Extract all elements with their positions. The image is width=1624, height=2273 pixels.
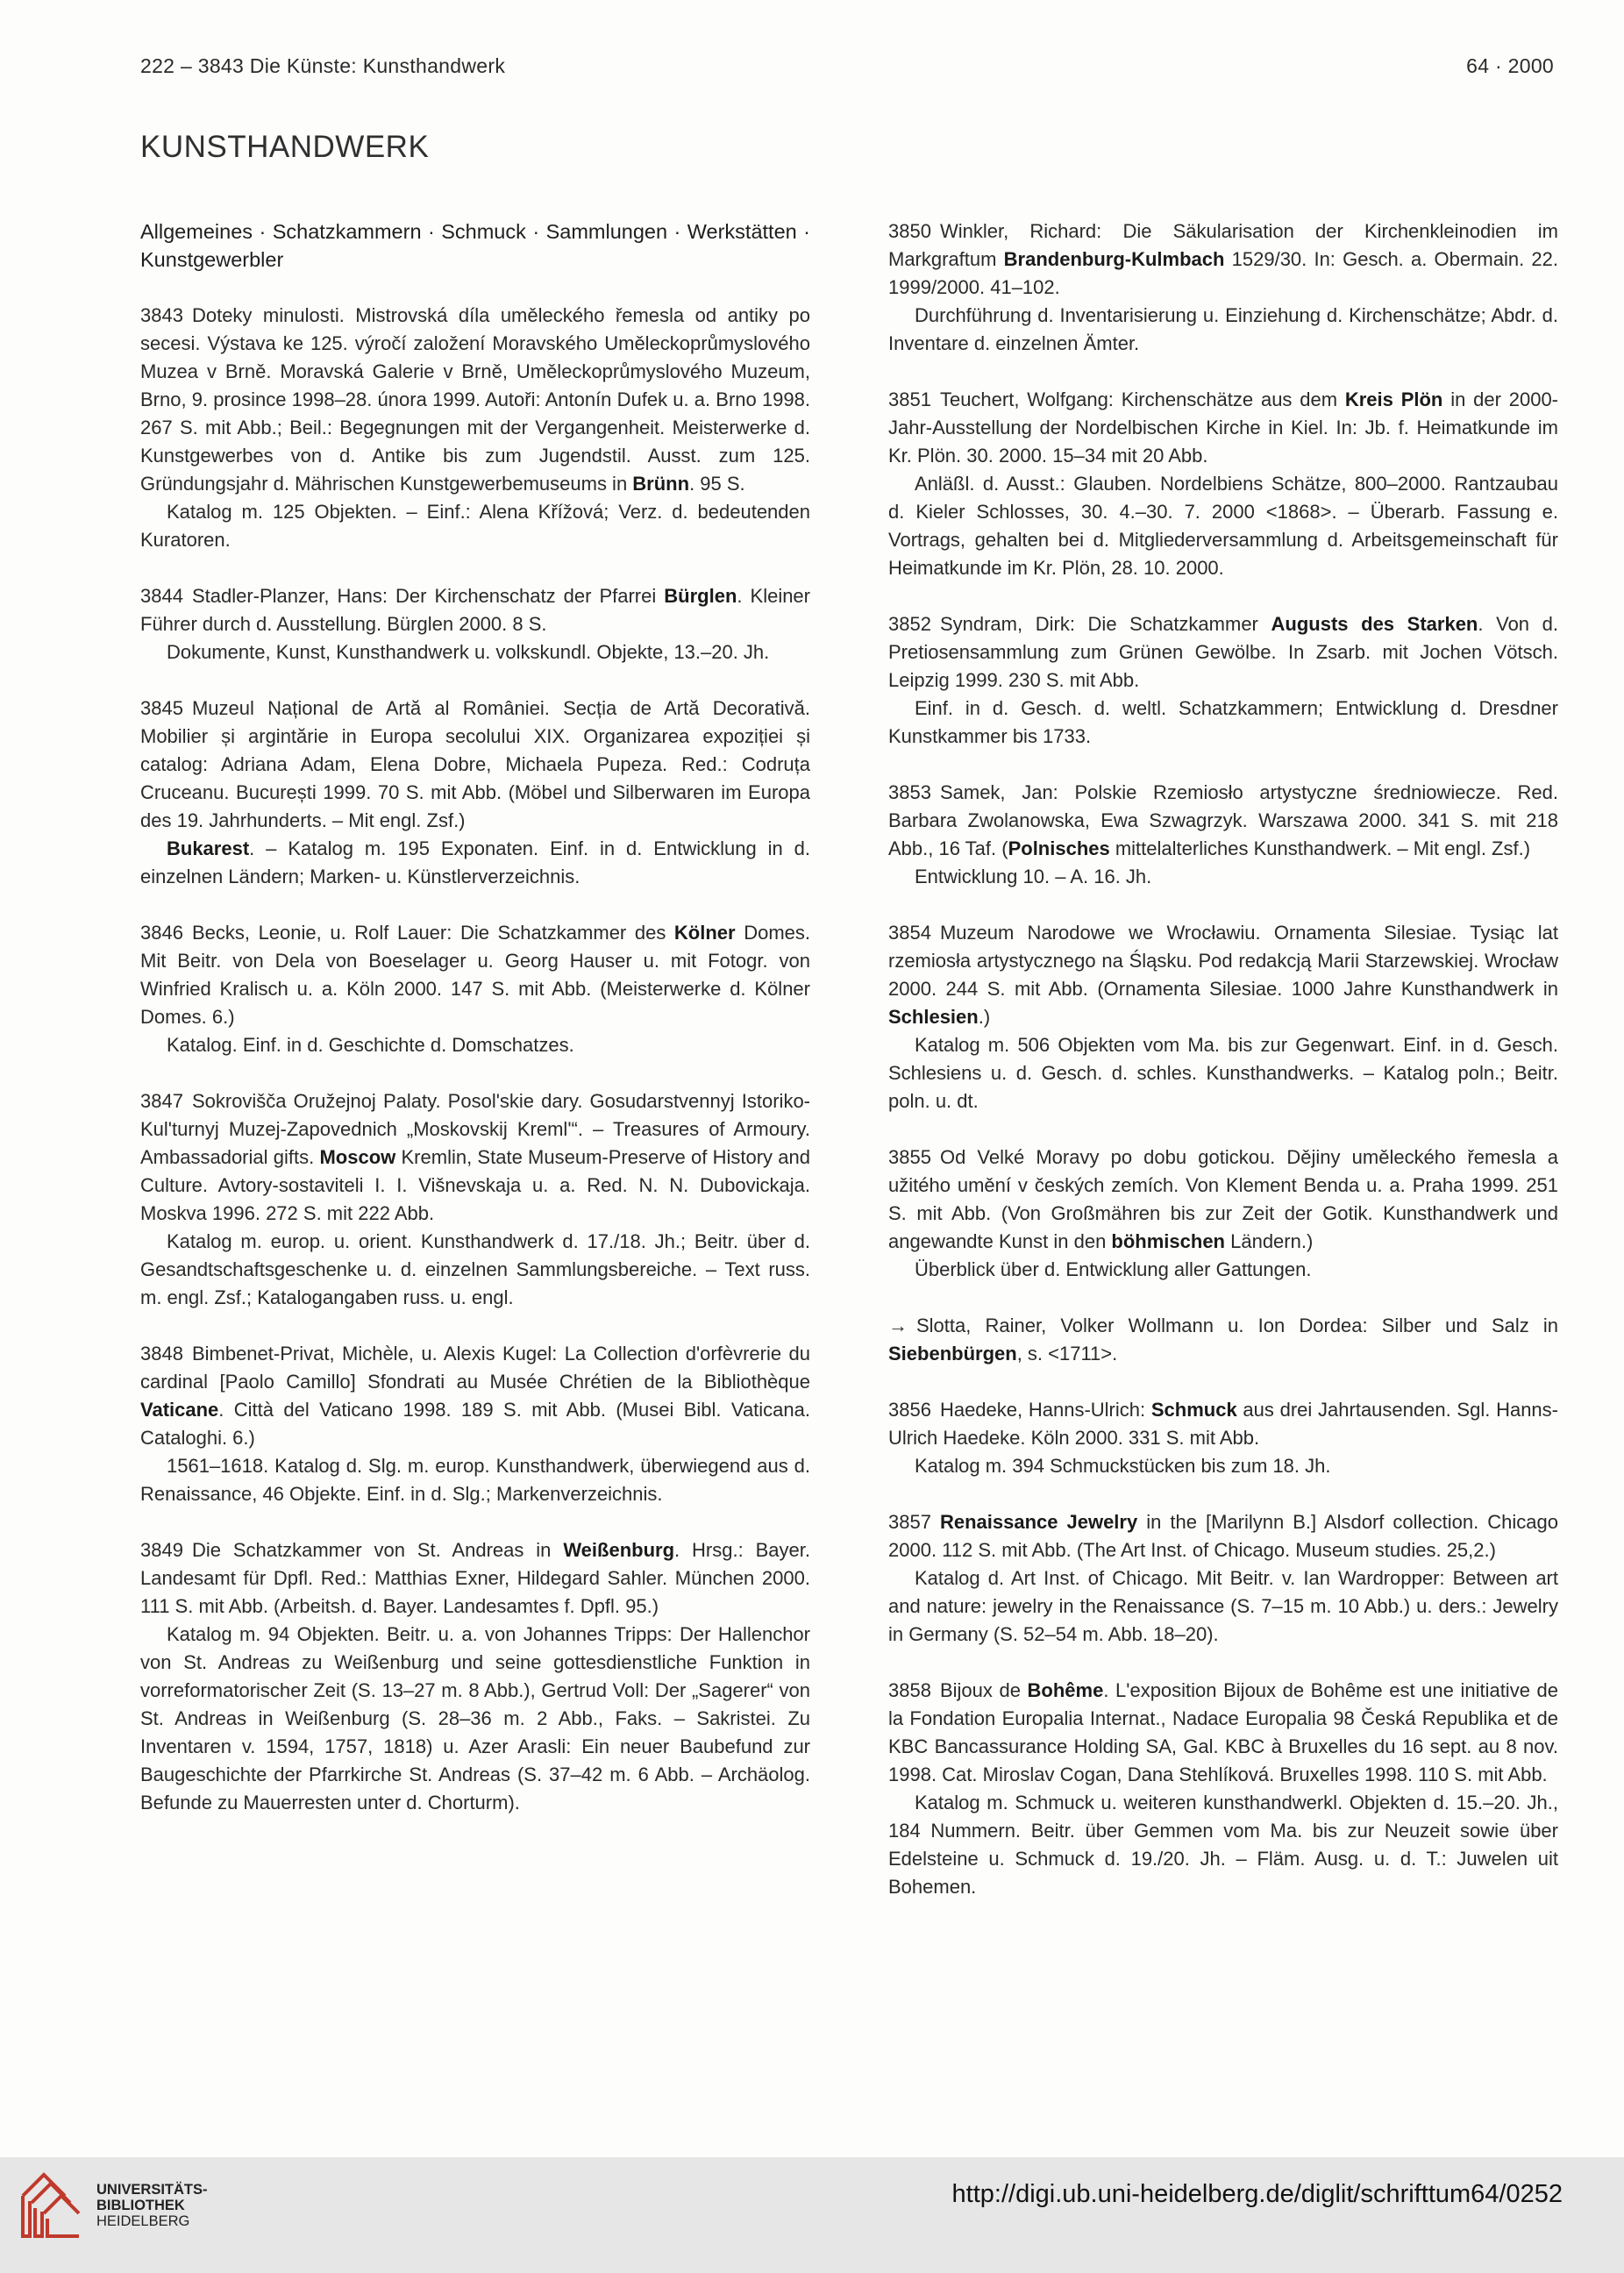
entry-number: 3853	[888, 781, 931, 803]
entry-keyword: Schlesien	[888, 1006, 979, 1028]
entry-list-left	[140, 302, 810, 1817]
footer-bar	[0, 2157, 1624, 2273]
entry-keyword: Renaissance Jewelry	[939, 1511, 1138, 1533]
entry-text-cont: . L'exposition Bijoux de Bohême est une initiative de la Fondation Europalia Internat., Nadace Europalia 98 Česká Republika et de KBC Bancassurance Holding SA, Gal. KBC à Bruxelles du 16 sept. au 8 nov. 1998. Cat. Miroslav Cogan, Dana Stehlíková. Bruxelles 1998. 110 S. mit Abb.	[888, 1679, 1558, 1785]
entry-text-cont: . Von d. Pretiosensammlung zum Grünen Gewölbe. In Zsarb. mit Jochen Vötsch. Leipzig 1999. 230 S. mit Abb.	[888, 613, 1559, 691]
entry-annotation-text: Einf. in d. Gesch. d. weltl. Schatzkammern; Entwicklung d. Dresdner Kunstkammer bis 1733.	[888, 697, 1558, 747]
library-logo-text	[96, 2182, 208, 2229]
logo-line-3: HEIDELBERG	[96, 2213, 190, 2229]
entry-annotation-text: 1561–1618. Katalog d. Slg. m. europ. Kunsthandwerk, überwiegend aus d. Renaissance, 46 Objekte. Einf. in d. Slg.; Markenverzeichnis.	[140, 1455, 810, 1505]
entry-annotation-text: Überblick über d. Entwicklung aller Gattungen.	[915, 1258, 1312, 1280]
entry-text-cont: Ländern.)	[1225, 1230, 1314, 1252]
bibliography-entry	[140, 582, 810, 666]
entry-text-cont: in der 2000-Jahr-Ausstellung der Nordelbischen Kirche in Kiel. In: Jb. f. Heimatkunde im Kr. Plön. 30. 2000. 15–34 mit 20 Abb.	[888, 388, 1559, 467]
entry-annotation	[888, 302, 1558, 358]
entry-citation	[140, 919, 810, 1031]
bibliography-entry	[888, 1312, 1558, 1368]
bibliography-entry	[140, 919, 810, 1059]
running-head-left: 222 – 3843 Die Künste: Kunsthandwerk	[140, 54, 506, 77]
entry-text-cont: Domes. Mit Beitr. von Dela von Boeselager u. Georg Hauser u. mit Fotogr. von Winfried Kralisch u. a. Köln 2000. 147 S. mit Abb. (Meisterwerke d. Kölner Domes. 6.)	[140, 922, 810, 1028]
entry-citation	[888, 610, 1558, 695]
bibliography-entry	[888, 217, 1558, 358]
entry-number: 3848	[140, 1343, 183, 1365]
entry-number: 3858	[888, 1679, 931, 1701]
entry-number: 3849	[140, 1539, 183, 1561]
entry-keyword: Schmuck	[1150, 1399, 1237, 1421]
section-title: KUNSTHANDWERK	[140, 130, 430, 164]
entry-text-cont: aus drei Jahrtausenden. Sgl. Hanns-Ulrich Haedeke. Köln 2000. 331 S. mit Abb.	[888, 1399, 1558, 1449]
bibliography-entry	[140, 1536, 810, 1817]
running-head	[140, 54, 1554, 78]
bibliography-entry	[140, 695, 810, 891]
entry-annotation-text: Katalog m. europ. u. orient. Kunsthandwerk d. 17./18. Jh.; Beitr. über d. Gesandtschaftsgeschenke u. d. einzelnen Sammlungsbereiche. – Text russ. m. engl. Zsf.; Katalogangaben russ. u. engl.	[140, 1230, 810, 1308]
entry-annotation-text: Katalog m. 394 Schmuckstücken bis zum 18. Jh.	[915, 1455, 1331, 1477]
entry-annotation	[888, 695, 1558, 751]
entry-citation	[888, 1396, 1558, 1452]
bibliography-entry	[140, 1087, 810, 1312]
logo-line-1: UNIVERSITÄTS-	[96, 2182, 208, 2198]
entry-text: Samek, Jan: Polskie Rzemiosło artystyczne średniowiecze. Red. Barbara Zwolanowska, Ewa Szwagrzyk. Warszawa 2000. 341 S. mit 218 Abb., 16 Taf. (	[888, 781, 1558, 859]
entry-annotation-text: Katalog d. Art Inst. of Chicago. Mit Beitr. v. Ian Wardropper: Between art and nature: jewelry in the Renaissance (S. 7–15 m. 10 Abb.) u. ders.: Jewelry in Germany (S. 52–54 m. Abb. 18–20).	[888, 1567, 1558, 1645]
entry-annotation	[888, 863, 1558, 891]
entry-keyword: Vaticane	[140, 1399, 219, 1421]
entry-citation	[888, 386, 1558, 470]
entry-text-cont: . Città del Vaticano 1998. 189 S. mit Abb. (Musei Bibl. Vaticana. Cataloghi. 6.)	[140, 1399, 810, 1449]
bibliography-entry	[888, 610, 1558, 751]
library-logo-icon	[18, 2170, 86, 2241]
column-left	[140, 217, 810, 1845]
entry-text: Syndram, Dirk: Die Schatzkammer	[939, 613, 1271, 635]
entry-text-cont: Kremlin, State Museum-Preserve of History and Culture. Avtory-sostaviteli I. I. Višnevskaja u. a. Red. N. N. Dubovickaja. Moskva 1996. 272 S. mit 222 Abb.	[140, 1146, 810, 1224]
entry-text: Doteky minulosti. Mistrovská díla uměleckého řemesla od antiky po secesi. Výstava ke 125. výročí založení Moravského Uměleckoprůmyslového Muzea v Brně. Moravská Galerie v Brně, Uměleckoprůmyslového Muzeum, Brno, 9. prosince 1998–28. února 1999. Autoři: Antonín Dufek u. a. Brno 1998. 267 S. mit Abb.; Beil.: Begegnungen mit der Vergangenheit. Meisterwerke d. Kunstgewerbes von d. Antike bis zum Jugendstil. Ausst. zum 125. Gründungsjahr d. Mährischen Kunstgewerbemuseums in	[140, 304, 810, 495]
bibliography-entry	[140, 302, 810, 554]
entry-citation	[888, 217, 1558, 302]
entry-number: 3844	[140, 585, 183, 607]
entry-text-cont: 1529/30. In: Gesch. a. Obermain. 22. 1999/2000. 41–102.	[888, 248, 1558, 298]
entry-text: Die Schatzkammer von St. Andreas in	[191, 1539, 564, 1561]
entry-text-cont: in the [Marilynn B.] Alsdorf collection. Chicago 2000. 112 S. mit Abb. (The Art Inst. of Chicago. Museum studies. 25,2.)	[888, 1511, 1558, 1561]
bibliography-entry	[888, 1677, 1558, 1901]
entry-annotation	[140, 1452, 810, 1508]
entry-annotation-text: Dokumente, Kunst, Kunsthandwerk u. volkskundl. Objekte, 13.–20. Jh.	[167, 641, 770, 663]
entry-keyword: Bohême	[1027, 1679, 1104, 1701]
entry-annotation	[140, 1228, 810, 1312]
entry-citation	[888, 1312, 1558, 1368]
entry-citation	[140, 1536, 810, 1621]
entry-annotation-text: Katalog m. Schmuck u. weiteren kunsthandwerkl. Objekten d. 15.–20. Jh., 184 Nummern. Beitr. über Gemmen vom Ma. bis zur Neuzeit sowie über Edelsteine u. Schmuck d. 19./20. Jh. – Fläm. Ausg. u. d. T.: Juwelen uit Bohemen.	[888, 1792, 1558, 1898]
entry-keyword: böhmischen	[1111, 1230, 1225, 1252]
entry-keyword: Kreis Plön	[1344, 388, 1443, 410]
entry-annotation-text: Katalog m. 94 Objekten. Beitr. u. a. von Johannes Tripps: Der Hallenchor von St. Andreas zu Weißenburg und seine gottesdienstliche Funktion in vorreformatorischer Zeit (S. 13–27 m. 8 Abb.), Gertrud Voll: Der „Sagerer“ von St. Andreas in Weißenburg (S. 28–36 m. 2 Abb., Faks. – Sakristei. Zu Inventaren v. 1594, 1757, 1818) u. Azer Arasli: Ein neuer Baubefund zur Baugeschichte der Pfarrkirche St. Andreas (S. 37–42 m. 6 Abb. – Archäolog. Befunde zu Mauerresten unter d. Chorturm).	[140, 1623, 810, 1813]
entry-number: 3854	[888, 922, 931, 944]
bibliography-entry	[888, 386, 1558, 582]
entry-text: Bijoux de	[939, 1679, 1028, 1701]
entry-text-cont: .)	[978, 1006, 991, 1028]
entry-keyword: Kölner	[673, 922, 736, 944]
running-head-right: 64 · 2000	[1466, 54, 1554, 77]
bibliography-entry	[888, 779, 1558, 891]
entry-citation	[140, 1087, 810, 1228]
entry-text: Muzeum Narodowe we Wrocławiu. Ornamenta Silesiae. Tysiąc lat rzemiosła artystycznego na Śląsku. Pod redakcją Marii Starzewskiej. Wrocław 2000. 244 S. mit Abb. (Ornamenta Silesiae. 1000 Jahre Kunsthandwerk in	[888, 922, 1558, 1000]
entry-annotation	[888, 1256, 1558, 1284]
entry-list-right	[888, 217, 1558, 1901]
entry-annotation-text: Anläßl. d. Ausst.: Glauben. Nordelbiens Schätze, 800–2000. Rantzaubau d. Kieler Schlosses, 30. 4.–30. 7. 2000 <1868>. – Überarb. Fassung e. Vortrags, gehalten bei d. Mitgliederversammlung d. Arbeitsgemeinschaft für Heimatkunde im Kr. Plön, 28. 10. 2000.	[888, 473, 1558, 579]
entry-citation	[888, 1144, 1558, 1256]
subsection-heading: Allgemeines · Schatzkammern · Schmuck · Sammlungen · Werkstätten · Kunstgewerbler	[140, 220, 810, 271]
entry-text: Stadler-Planzer, Hans: Der Kirchenschatz der Pfarrei	[191, 585, 665, 607]
entry-number: 3845	[140, 697, 183, 719]
entry-citation	[888, 1508, 1558, 1564]
entry-number: 3843	[140, 304, 183, 326]
entry-citation	[140, 582, 810, 638]
entry-annotation	[888, 1031, 1558, 1115]
entry-annotation-text: Katalog m. 125 Objekten. – Einf.: Alena Křížová; Verz. d. bedeutenden Kuratoren.	[140, 501, 810, 551]
entry-text-cont: . Hrsg.: Bayer. Landesamt für Dpfl. Red.: Matthias Exner, Hildegard Sahler. München 2000. 111 S. mit Abb. (Arbeitsh. d. Bayer. Landesamtes f. Dpfl. 95.)	[140, 1539, 810, 1617]
entry-keyword: Bukarest	[167, 837, 250, 859]
entry-text-cont: . Kleiner Führer durch d. Ausstellung. Bürglen 2000. 8 S.	[140, 585, 810, 635]
entry-number: 3856	[888, 1399, 931, 1421]
entry-citation	[140, 695, 810, 835]
entry-citation	[140, 302, 810, 498]
bibliography-entry	[888, 1144, 1558, 1284]
entry-number: 3846	[140, 922, 183, 944]
entry-keyword: Augusts des Starken	[1271, 613, 1478, 635]
entry-annotation	[888, 1789, 1558, 1901]
entry-annotation	[888, 1452, 1558, 1480]
entry-text: Slotta, Rainer, Volker Wollmann u. Ion Dordea: Silber und Salz in	[916, 1315, 1558, 1336]
bibliography-entry	[888, 919, 1558, 1115]
library-logo	[18, 2170, 208, 2241]
entry-citation	[888, 1677, 1558, 1789]
logo-line-2: BIBLIOTHEK	[96, 2198, 185, 2213]
entry-text: Bimbenet-Privat, Michèle, u. Alexis Kugel: La Collection d'orfèvrerie du cardinal [Paolo Camillo] Sfondrati au Musée Chrétien de la Bibliothèque	[140, 1343, 810, 1393]
entry-annotation	[140, 1621, 810, 1817]
entry-keyword: Moscow	[319, 1146, 396, 1168]
entry-annotation	[140, 835, 810, 891]
bibliography-entry	[888, 1508, 1558, 1649]
entry-number: 3852	[888, 613, 931, 635]
entry-text: Muzeul Național de Artă al României. Secția de Artă Decorativă. Mobilier și argintărie in Europa secolului XIX. Organizarea expoziției și catalog: Adriana Adam, Elena Dobre, Michaela Pupeza. Red.: Codruța Cruceanu. București 1999. 70 S. mit Abb. (Möbel und Silberwaren im Europa des 19. Jahrhunderts. – Mit engl. Zsf.)	[140, 697, 810, 831]
entry-text: Haedeke, Hanns-Ulrich:	[939, 1399, 1151, 1421]
footer-url-link[interactable]: http://digi.ub.uni-heidelberg.de/diglit/schrifttum64/0252	[951, 2180, 1563, 2208]
entry-annotation	[888, 470, 1558, 582]
entry-number: 3850	[888, 220, 931, 242]
entry-number: 3857	[888, 1511, 931, 1533]
entry-keyword: Polnisches	[1008, 837, 1110, 859]
entry-annotation	[140, 498, 810, 554]
entry-annotation-text: Katalog. Einf. in d. Geschichte d. Domschatzes.	[167, 1034, 574, 1056]
entry-keyword: Siebenbürgen	[888, 1343, 1017, 1365]
entry-text-cont: . 95 S.	[689, 473, 745, 495]
entry-number: 3851	[888, 388, 931, 410]
entry-annotation-text: Durchführung d. Inventarisierung u. Einziehung d. Kirchenschätze; Abdr. d. Inventare d. einzelnen Ämter.	[888, 304, 1558, 354]
bibliography-entry	[888, 1396, 1558, 1480]
entry-annotation	[888, 1564, 1558, 1649]
entry-text: Becks, Leonie, u. Rolf Lauer: Die Schatzkammer des	[191, 922, 674, 944]
entry-citation	[888, 779, 1558, 863]
entry-keyword: Brünn	[632, 473, 690, 495]
entry-text: Sokrovišča Oružejnoj Palaty. Posol'skie dary. Gosudarstvennyj Istoriko-Kul'turnyj Muzej-Zapovednich „Moskovskij Kreml'“. – Treasures of Armoury. Ambassadorial gifts.	[140, 1090, 810, 1168]
entry-keyword: Bürglen	[664, 585, 737, 607]
entry-citation	[888, 919, 1558, 1031]
entry-number: 3847	[140, 1090, 183, 1112]
entry-annotation-text: Entwicklung 10. – A. 16. Jh.	[915, 866, 1152, 887]
column-right	[888, 217, 1558, 1929]
bibliography-entry	[140, 1340, 810, 1508]
entry-number: 3855	[888, 1146, 931, 1168]
entry-text-cont: mittelalterliches Kunsthandwerk. – Mit engl. Zsf.)	[1109, 837, 1531, 859]
entry-annotation	[140, 1031, 810, 1059]
entry-annotation	[140, 638, 810, 666]
entry-annotation-text: Katalog m. 506 Objekten vom Ma. bis zur Gegenwart. Einf. in d. Gesch. Schlesiens u. d. Gesch. d. schles. Kunsthandwerks. – Katalog poln.; Beitr. poln. u. dt.	[888, 1034, 1558, 1112]
entry-annotation-text: . – Katalog m. 195 Exponaten. Einf. in d. Entwicklung in d. einzelnen Ländern; Marken- u. Künstlerverzeichnis.	[140, 837, 810, 887]
cross-reference-arrow-icon: →	[888, 1315, 908, 1336]
entry-text-cont: , s. <1711>.	[1016, 1343, 1118, 1365]
entry-keyword: Brandenburg-Kulmbach	[1003, 248, 1225, 270]
entry-text: Teuchert, Wolfgang: Kirchenschätze aus dem	[939, 388, 1345, 410]
entry-text: Od Velké Moravy po dobu gotickou. Dějiny uměleckého řemesla a užitého umění v českých zemích. Von Klement Benda u. a. Praha 1999. 251 S. mit Abb. (Von Großmähren bis zur Zeit der Gotik. Kunsthandwerk und angewandte Kunst in den	[888, 1146, 1558, 1252]
entry-keyword: Weißenburg	[563, 1539, 675, 1561]
entry-citation	[140, 1340, 810, 1452]
entry-text: Winkler, Richard: Die Säkularisation der Kirchenkleinodien im Markgraftum	[888, 220, 1558, 270]
